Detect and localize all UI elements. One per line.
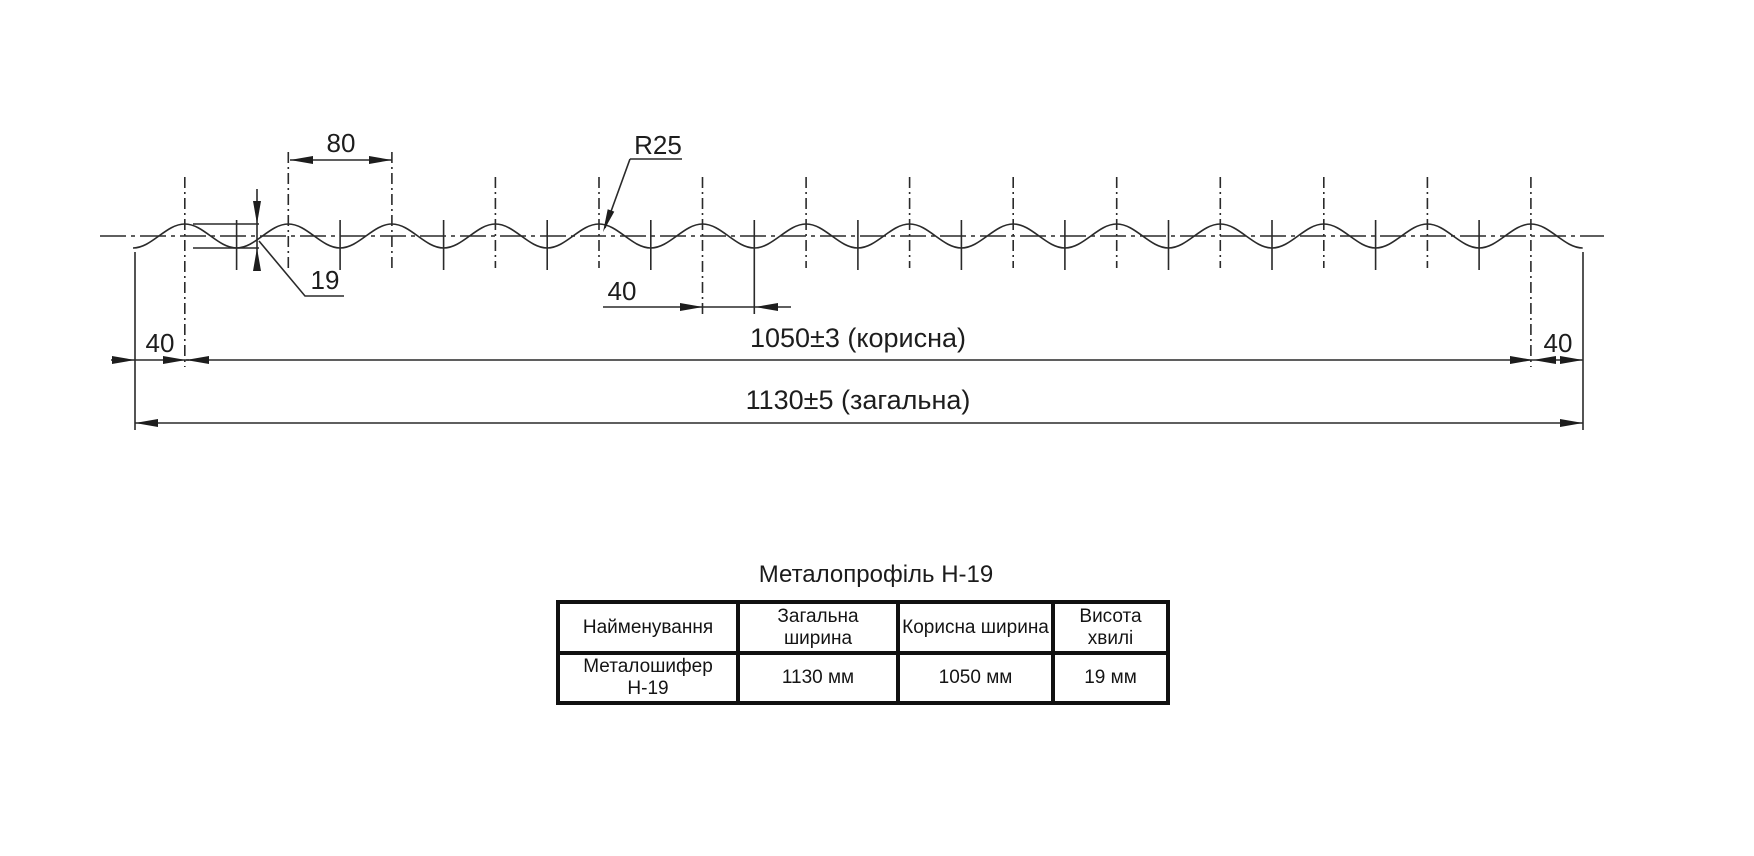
cell-wave-height: 19 мм bbox=[1053, 653, 1168, 703]
useful-width-label: 1050±3 (корисна) bbox=[749, 323, 967, 353]
header-wave-height: Висота хвилі bbox=[1053, 602, 1168, 653]
cell-name: Металошифер Н-19 bbox=[558, 653, 738, 703]
dim-40-mid-label: 40 bbox=[607, 276, 637, 306]
cell-useful-width: 1050 мм bbox=[898, 653, 1053, 703]
dim-80-label: 80 bbox=[326, 128, 356, 158]
total-width-label: 1130±5 (загальна) bbox=[745, 385, 971, 415]
cell-total-width: 1130 мм bbox=[738, 653, 898, 703]
header-total-width: Загальна ширина bbox=[738, 602, 898, 653]
table-header-row bbox=[558, 602, 1168, 653]
table-data-row bbox=[558, 653, 1168, 703]
dim-40-left-label: 40 bbox=[145, 328, 175, 358]
spec-table bbox=[556, 600, 1170, 705]
dim-19-label: 19 bbox=[310, 265, 340, 295]
header-name: Найменування bbox=[558, 602, 738, 653]
radius-label: R25 bbox=[634, 130, 682, 160]
header-useful-width: Корисна ширина bbox=[898, 602, 1053, 653]
dim-40-right-label: 40 bbox=[1543, 328, 1573, 358]
table-title: Металопрофіль Н-19 bbox=[758, 561, 994, 588]
